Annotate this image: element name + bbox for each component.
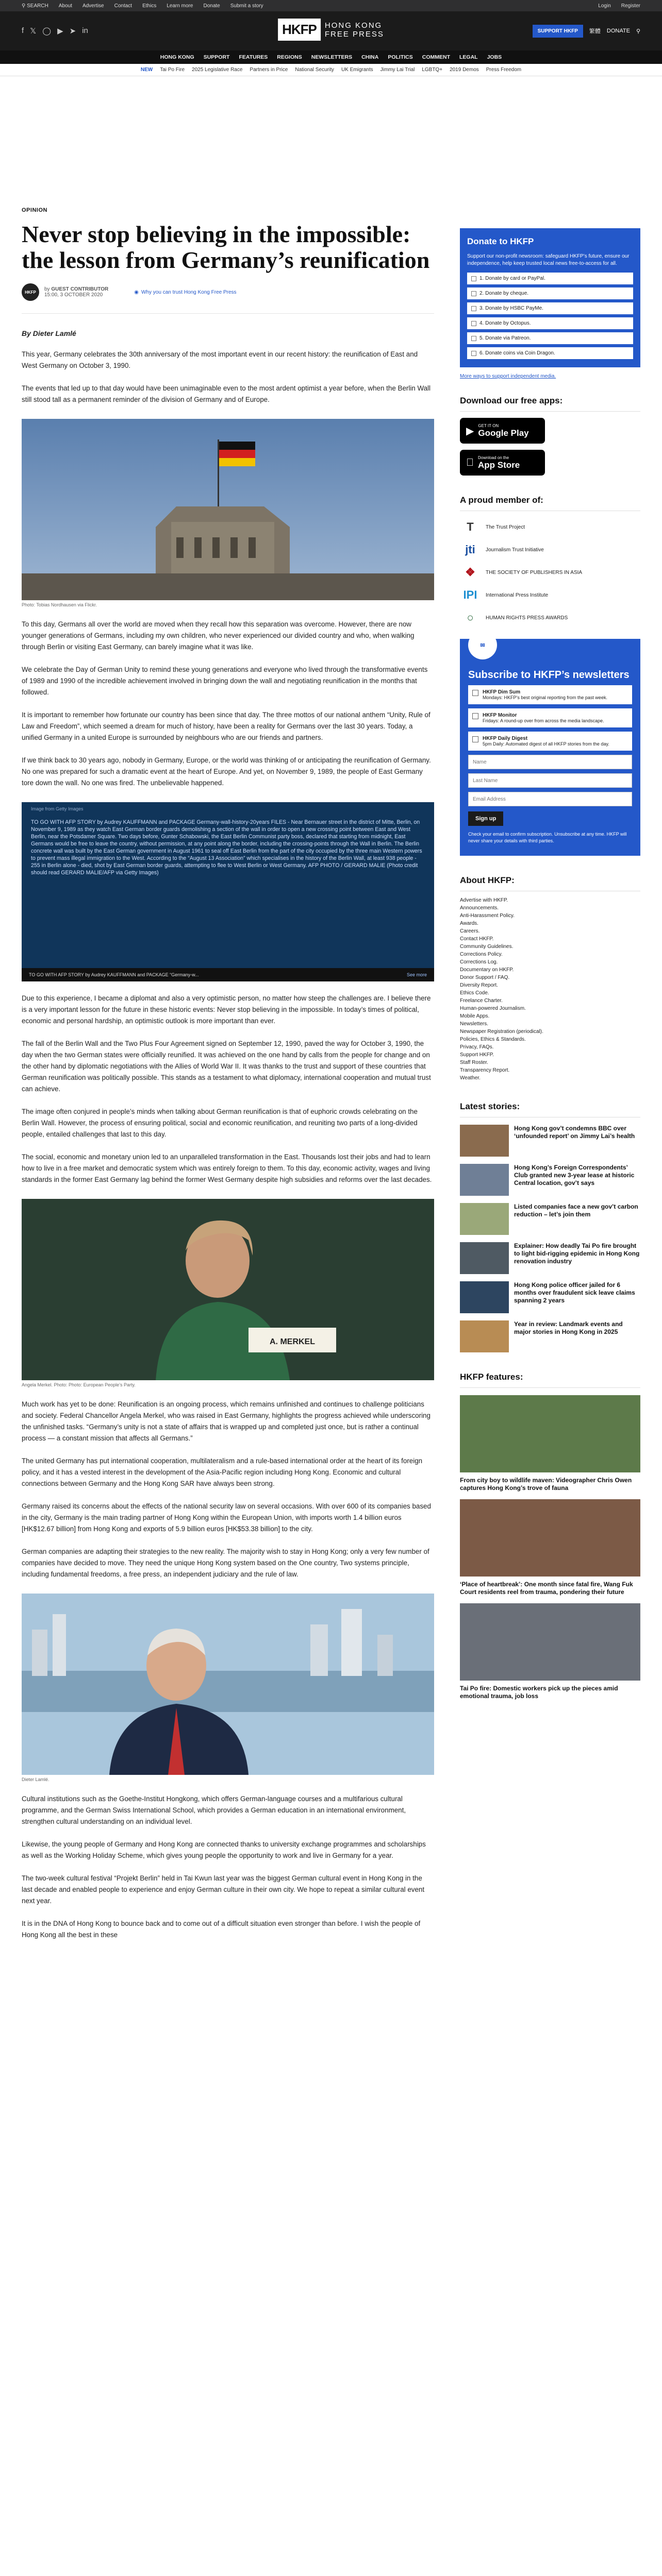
trending-item[interactable]: UK Emigrants — [341, 67, 373, 73]
donate-link[interactable]: DONATE — [606, 28, 630, 34]
about-link[interactable]: Advertise with HKFP. — [460, 897, 508, 903]
latest-story[interactable] — [460, 1242, 640, 1274]
newsletter-desc: Mondays: HKFP’s best original reporting from the past week. — [483, 695, 607, 700]
support-hkfp-button[interactable]: SUPPORT HKFP — [533, 25, 583, 38]
member-logo[interactable] — [460, 543, 640, 556]
paragraph: Due to this experience, I became a diplomat and also a very optimistic person, no matter how steep the challenges are. I believe there is a very important lesson for the future in these historic events: Never stop believing in the impossible. In today’s times of political, economic and personal hardship, an optimistic outlook is more important than ever. — [22, 994, 431, 1025]
logo-line-1: HONG KONG — [324, 21, 383, 30]
avatar: HKFP — [22, 283, 39, 301]
paragraph: Cultural institutions such as the Goethe-Institut Hongkong, which offers German-language courses and a multifarious cultural programme, and the German Swiss International School, which provides a German education in an international environment, strengthen cultural understanding on an individual level. — [22, 1795, 406, 1825]
shield-icon: ◉ — [134, 289, 139, 295]
paragraph: German companies are adapting their strategies to the new reality. The majority wish to stay in Hong Kong; only a very few number of companies have decided to move. They need the unique Hong Kong system based on the One country, Two systems principle, including fundamental freedoms, a free press, an independent judiciary and the rule of law. — [22, 1548, 429, 1578]
merkel-photo — [22, 1199, 434, 1380]
latest-title: Latest stories: — [460, 1096, 640, 1117]
newsletter-option[interactable] — [468, 708, 632, 727]
nav-china[interactable]: CHINA — [361, 54, 379, 60]
topbar-link-submit[interactable]: Submit a story — [230, 3, 263, 9]
features-title: HKFP features: — [460, 1367, 640, 1388]
logo-line-2: FREE PRESS — [324, 29, 384, 39]
donate-option-label: 5. Donate via Patreon. — [479, 335, 531, 341]
signup-fine-print: Check your email to confirm subscription. Unsubscribe at any time. HKFP will never share your details with third parties. — [468, 832, 627, 843]
jti-icon: jti — [465, 543, 475, 556]
paragraph: The image often conjured in people’s minds when talking about German reunification is that of euphoric crowds celebrating on the Berlin Wall. However, the process of ensuring political, social and economic reunification, and reuniting two parts of a long-divided people, entailed challenges that last to this day. — [22, 1108, 418, 1138]
member-logo[interactable] — [460, 588, 640, 602]
checkbox-icon — [471, 351, 476, 356]
donate-option[interactable] — [467, 332, 633, 344]
photo-caption: Angela Merkel. Photo: Photo: European People’s Party. — [22, 1382, 136, 1387]
about-link[interactable]: Contact HKFP. — [460, 936, 494, 942]
checkbox-icon[interactable] — [472, 713, 478, 719]
feature-thumbnail — [460, 1499, 640, 1577]
about-link[interactable]: Weather. — [460, 1075, 481, 1081]
about-link[interactable]: Freelance Charter. — [460, 998, 503, 1004]
nav-legal[interactable]: LEGAL — [459, 54, 478, 60]
article-author: By Dieter Lamlé — [22, 329, 76, 337]
story-headline[interactable]: Hong Kong police officer jailed for 6 months over fraudulent sick leave claims spanning 2 years — [514, 1281, 635, 1304]
checkbox-icon — [471, 291, 476, 296]
search-icon[interactable]: ⚲ — [636, 28, 640, 35]
latest-story[interactable] — [460, 1281, 640, 1313]
nav-newsletters[interactable]: NEWSLETTERS — [311, 54, 353, 60]
hrpa-icon: ○ — [467, 611, 474, 624]
app-store-small: Download on the — [470, 455, 502, 460]
hkfp-features — [460, 1367, 640, 1700]
app-store-button[interactable] — [460, 450, 545, 476]
ipi-icon: IPI — [463, 588, 477, 601]
publish-date: 15:00, 3 OCTOBER 2020 — [44, 292, 103, 298]
member-name: THE SOCIETY OF PUBLISHERS IN ASIA — [486, 569, 583, 575]
nav-jobs[interactable]: JOBS — [487, 54, 502, 60]
about-link[interactable]: Donor Support / FAQ. — [460, 975, 510, 980]
checkbox-icon[interactable] — [472, 690, 478, 696]
nameplate-text: A. MERKEL — [270, 1337, 315, 1346]
member-logo[interactable] — [460, 566, 640, 579]
about-link[interactable]: Newspaper Registration (periodical). — [460, 1029, 543, 1035]
register-link[interactable]: Register — [621, 3, 640, 9]
trending-item[interactable]: 2019 Demos — [450, 67, 479, 73]
top-utility-bar — [0, 0, 662, 11]
nav-features[interactable]: FEATURES — [239, 54, 268, 60]
logo-mark: HKFP — [278, 19, 321, 41]
nav-support[interactable]: SUPPORT — [203, 54, 230, 60]
about-link[interactable]: Transparency Report. — [460, 1067, 510, 1073]
checkbox-icon — [471, 336, 476, 341]
embed-caption: TO GO WITH AFP STORY by Audrey KAUFFMANN and PACKAGE Germany-wall-history-20years FILES - Near Bernauer street in the district of Mitte, Berlin, on November 9, 1989 as they watch East German border guards demolishing a section of the wall in order to open a new crossing point between East and West Berlin, near the Potsdamer Square. Two days before, Gunter Schabowski, the East Berlin Communist party boss, declared that starting from midnight, East Germans would be free to leave the country, without permission, at any point along the border, including the crossing-points through the Wall in Berlin. The Berlin concrete wall was built by the East German government in August 1961 to seal off East Berlin from the part of the city occupied by the three main Western powers to prevent mass illegal immigration to the West. According to the “August 13 Association” which specialises in the history of the Berlin Wall, at least 938 people - 255 in Berlin alone - died, shot by East German border guards, attempting to flee to West Berlin or West Germany. AFP PHOTO / GERARD MALIE (Photo credit should read GERARD MALIE/AFP via Getty Images) — [31, 819, 422, 876]
email-input[interactable] — [468, 792, 632, 806]
topbar-link-advertise[interactable]: Advertise — [82, 3, 104, 9]
donate-option-label: 3. Donate by HSBC PayMe. — [479, 306, 543, 311]
about-link[interactable]: Careers. — [460, 928, 480, 934]
reichstag-illustration — [22, 419, 434, 600]
latest-story[interactable] — [460, 1203, 640, 1235]
embed-footer-text: TO GO WITH AFP STORY by Audrey KAUFFMANN and PACKAGE “Germany-w... — [29, 972, 199, 977]
about-link[interactable]: Diversity Report. — [460, 982, 498, 988]
photo-caption: Dieter Lamlé. — [22, 1777, 49, 1782]
trending-item[interactable]: Jimmy Lai Trial — [380, 67, 415, 73]
donate-option-label: 1. Donate by card or PayPal. — [479, 276, 545, 281]
feature-thumbnail — [460, 1395, 640, 1472]
play-icon: ▶ — [466, 425, 474, 437]
about-box — [460, 870, 640, 1082]
about-link[interactable]: Documentary on HKFP. — [460, 967, 514, 973]
paragraph: If we think back to 30 years ago, nobody in Germany, Europe, or the world was thinking of or anticipating the reunification of Germany. No one was prepared for such a dramatic event at the heart of Europe. And yet, on November 9, 1989, the people of East Germany tore down the wall. No one was fired. The unbelievable happened. — [22, 756, 431, 787]
paragraph: Likewise, the young people of Germany and Hong Kong are connected thanks to university exchange programmes and scholarships as well as the Working Holiday Scheme, which gives young people the opportunity to work and live in Germany for a year. — [22, 1840, 426, 1859]
about-link[interactable]: Policies, Ethics & Standards. — [460, 1037, 526, 1042]
google-play-small: GET IT ON — [478, 423, 499, 428]
paragraph: The united Germany has put international cooperation, multilateralism and a rule-based international order at the heart of its foreign policy, and it has a vested interest in the development of the Asia-Pacific region including Hong Kong. Economic and cultural connections between Germany and the Hong Kong SAR have always been strong. — [22, 1457, 423, 1487]
article-category[interactable]: OPINION — [22, 207, 47, 213]
hkfp-badge-icon: ✉ — [468, 631, 497, 659]
social-links — [22, 26, 88, 36]
topbar-link-contact[interactable]: Contact — [114, 3, 133, 9]
about-link[interactable]: Mobile Apps. — [460, 1013, 490, 1019]
feature-headline[interactable]: ‘Place of heartbreak’: One month since fatal fire, Wang Fuk Court residents reel from trauma, pondering their future — [460, 1581, 633, 1596]
donate-option[interactable] — [467, 302, 633, 314]
donate-option[interactable] — [467, 317, 633, 329]
story-headline[interactable]: Hong Kong’s Foreign Correspondents’ Club granted new 3-year lease at historic Central location, gov’t says — [514, 1164, 635, 1187]
donate-title: Donate to HKFP — [467, 236, 534, 246]
latest-story[interactable] — [460, 1125, 640, 1157]
paragraph: The fall of the Berlin Wall and the Two Plus Four Agreement signed on September 12, 1990, paved the way for October 3, 1990, the day when the two German states were officially reunified. It was achieved on the one hand by calls from the people for change and on the other hand by diplomatic negotiations with the Allies of World War II. It was thanks to the trust and support of these countries that German reunification was politically possible. This stands as a testament to what diplomacy, international cooperation and mutual trust can achieve. — [22, 1040, 431, 1093]
feature-thumbnail — [460, 1603, 640, 1681]
paragraph: This year, Germany celebrates the 30th anniversary of the most important event in our recent history: the reunification of East and West Germany on October 3, 1990. — [22, 350, 418, 369]
trending-item[interactable]: Partners in Price — [250, 67, 288, 73]
story-thumbnail — [460, 1320, 509, 1352]
about-link[interactable]: Awards. — [460, 921, 478, 926]
lamle-illustration — [22, 1594, 434, 1775]
story-thumbnail — [460, 1125, 509, 1157]
story-thumbnail — [460, 1281, 509, 1313]
about-link[interactable]: Anti-Harassment Policy. — [460, 913, 515, 919]
sign-up-button[interactable]: Sign up — [468, 811, 503, 826]
login-link[interactable]: Login — [598, 3, 611, 9]
trending-item[interactable]: LGBTQ+ — [422, 67, 443, 73]
checkbox-icon — [471, 276, 476, 281]
embed-footer — [22, 968, 434, 981]
trust-link-label: Why you can trust Hong Kong Free Press — [141, 289, 237, 295]
byline — [22, 283, 434, 301]
story-headline[interactable]: Year in review: Landmark events and major stories in Hong Kong in 2025 — [514, 1320, 623, 1335]
member-logo[interactable] — [460, 611, 640, 624]
newsletter-name: HKFP Daily Digest — [483, 736, 528, 741]
merkel-illustration — [22, 1199, 434, 1380]
feature-story[interactable] — [460, 1603, 640, 1700]
donate-option[interactable] — [467, 287, 633, 299]
about-link[interactable]: Human-powered Journalism. — [460, 1006, 526, 1011]
byline-author[interactable]: GUEST CONTRIBUTOR — [51, 286, 109, 292]
article-title: Never stop believing in the impossible: the lesson from Germany’s reunification — [22, 221, 430, 273]
story-thumbnail — [460, 1203, 509, 1235]
embed-source: Image from Getty Images — [31, 806, 84, 811]
about-link[interactable]: Corrections Policy. — [460, 952, 503, 957]
feature-headline[interactable]: From city boy to wildlife maven: Videographer Chris Owen captures Hong Kong’s trove of fauna — [460, 1477, 632, 1492]
donate-option[interactable] — [467, 273, 633, 284]
paragraph: It is important to remember how fortunate our country has been since that day. The three mottos of our national anthem “Unity, Rule of Law and Freedom”, which seemed a dream for much of history, have been a reality for Germans over the last 30 years. Today, a unified Germany in a united Europe is surrounded by neighbours who are our friends and partners. — [22, 711, 431, 741]
checkbox-icon — [471, 321, 476, 326]
feature-story[interactable] — [460, 1395, 640, 1492]
story-headline[interactable]: Hong Kong gov’t condemns BBC over ‘unfounded report’ on Jimmy Lai’s health — [514, 1125, 635, 1140]
youtube-icon[interactable]: ▶ — [57, 27, 63, 36]
apple-icon — [466, 457, 474, 469]
google-play-button[interactable] — [460, 418, 545, 444]
about-link[interactable]: Corrections Log. — [460, 959, 498, 965]
site-logo[interactable] — [278, 19, 384, 41]
checkbox-icon — [471, 306, 476, 311]
about-link[interactable]: Support HKFP. — [460, 1052, 494, 1058]
apps-title: Download our free apps: — [460, 391, 640, 412]
lamle-photo — [22, 1594, 434, 1775]
trending-item[interactable]: Tai Po Fire — [160, 67, 185, 73]
more-ways-link[interactable]: More ways to support independent media. — [460, 374, 556, 379]
paragraph: The social, economic and monetary union led to an unparalleled transformation in the East. Thousands lost their jobs and had to learn how to live in a free market and democratic system which was entirely foreign to them. To this day, economic activity, wages and living standards in the former East Germany lag behind the former West Germany despite high subsidies and reforms over the last decades. — [22, 1153, 432, 1183]
member-name: HUMAN RIGHTS PRESS AWARDS — [486, 615, 568, 621]
trust-link[interactable] — [134, 290, 236, 295]
donate-option-label: 4. Donate by Octopus. — [479, 320, 531, 326]
newsletter-option[interactable] — [468, 732, 632, 751]
feature-headline[interactable]: Tai Po fire: Domestic workers pick up the pieces amid emotional trauma, job loss — [460, 1685, 618, 1700]
feature-story[interactable] — [460, 1499, 640, 1596]
about-link[interactable]: Newsletters. — [460, 1021, 489, 1027]
checkbox-icon[interactable] — [472, 736, 478, 742]
about-list — [460, 896, 640, 1082]
sidebar — [460, 76, 640, 1941]
topbar-link-donate[interactable]: Donate — [203, 3, 220, 9]
latest-story[interactable] — [460, 1320, 640, 1352]
newsletter-option[interactable] — [468, 685, 632, 704]
name-input[interactable] — [468, 755, 632, 769]
subscribe-title: Subscribe to HKFP’s newsletters — [468, 669, 630, 681]
trending-item[interactable]: 2025 Legislative Race — [192, 67, 243, 73]
article — [22, 76, 434, 1941]
story-thumbnail — [460, 1164, 509, 1196]
nav-regions[interactable]: REGIONS — [277, 54, 302, 60]
story-headline[interactable]: Listed companies face a new gov’t carbon reduction – let’s join them — [514, 1203, 638, 1218]
nav-hong-kong[interactable]: HONG KONG — [160, 54, 194, 60]
topbar-link-ethics[interactable]: Ethics — [142, 3, 157, 9]
latest-story[interactable] — [460, 1164, 640, 1196]
app-store-label: App Store — [470, 460, 512, 470]
about-link[interactable]: Announcements. — [460, 905, 499, 911]
newsletter-name: HKFP Dim Sum — [483, 689, 521, 695]
search-link[interactable]: ⚲ SEARCH — [22, 3, 48, 9]
member-logo[interactable] — [460, 520, 640, 534]
donate-option[interactable] — [467, 347, 633, 359]
photo-caption: Photo: Tobias Nordhausen via Flickr. — [22, 602, 97, 607]
trending-item[interactable]: National Security — [295, 67, 334, 73]
trending-label: NEW — [140, 67, 153, 73]
see-more-link[interactable]: See more — [406, 972, 427, 977]
topbar-link-about[interactable]: About — [58, 3, 72, 9]
nav-comment[interactable]: COMMENT — [422, 54, 450, 60]
newsletter-desc: 5pm Daily: Automated digest of all HKFP stories from the day. — [483, 741, 609, 747]
newsletter-signup — [460, 639, 640, 856]
paragraph: Much work has yet to be done: Reunification is an ongoing process, which remains unfinished and continues to challenge politicians and society. Federal Chancellor Angela Merkel, who was raised in East Germany, highlights the progress achieved while underscoring the unfinished tasks. “Germany’s unity is not a state of affairs that is wrapped up and completed just once, but is rather a continual process — a constant mission that affects all Germans.” — [22, 1400, 431, 1442]
trust-project-icon: T — [467, 520, 474, 533]
member-name: The Trust Project — [486, 524, 525, 530]
donate-description: Support our non-profit newsroom: safeguard HKFP’s future, ensure our independence, help keep trusted local news free-to-access for all. — [467, 253, 630, 266]
main-nav — [0, 50, 662, 64]
language-toggle[interactable]: 繁體 — [589, 28, 601, 35]
google-play-label: Google Play — [478, 428, 529, 438]
embedded-getty-image[interactable] — [22, 802, 434, 981]
about-link[interactable]: Staff Roster. — [460, 1060, 488, 1065]
divider — [22, 313, 434, 314]
members-box — [460, 490, 640, 624]
member-name: International Press Institute — [486, 592, 549, 598]
donate-option-label: 2. Donate by cheque. — [479, 291, 529, 296]
twitter-icon[interactable]: 𝕏 — [30, 27, 37, 36]
paragraph: We celebrate the Day of German Unity to remind these young generations and everyone who lived through the transformative events of 1989 and 1990 of the incredible achievement involved in bringing down the wall and negotiating reunification in the months that followed. — [22, 666, 428, 696]
about-link[interactable]: Community Guidelines. — [460, 944, 514, 950]
paragraph: The two-week cultural festival “Projekt Berlin” held in Tai Kwun last year was the biggest German cultural event in Hong Kong in the last decade and enabled people to experience and enjoy German culture in their own city. We hope to repeat a similar cultural event next year. — [22, 1874, 425, 1905]
sopa-icon: ❖ — [465, 566, 475, 579]
about-title: About HKFP: — [460, 870, 640, 891]
paragraph: Germany raised its concerns about the effects of the national security law on several occasions. With over 600 of its companies based in the city, Germany is the main trading partner of Hong Kong within the European Union, with imports worth 1.4 billion euros [HK$12.67 billion] from Hong Kong and exports of 5.9 billion euros [HK$53.38 billion] to the city. — [22, 1502, 431, 1533]
byline-by: by — [44, 286, 50, 292]
linkedin-icon[interactable]: in — [82, 26, 88, 35]
story-headline[interactable]: Explainer: How deadly Tai Po fire brought to light bid-rigging epidemic in Hong Kong renovation industry — [514, 1242, 640, 1265]
telegram-icon[interactable]: ➤ — [69, 27, 76, 36]
last-name-input[interactable] — [468, 773, 632, 788]
trending-bar — [0, 64, 662, 76]
apps-box — [460, 391, 640, 476]
facebook-icon[interactable]: f — [22, 26, 24, 35]
topbar-link-learn[interactable]: Learn more — [167, 3, 193, 9]
about-link[interactable]: Privacy, FAQs. — [460, 1044, 494, 1050]
reichstag-photo — [22, 419, 434, 600]
members-title: A proud member of: — [460, 490, 640, 511]
site-header — [0, 11, 662, 50]
newsletter-name: HKFP Monitor — [483, 713, 517, 718]
nav-politics[interactable]: POLITICS — [388, 54, 413, 60]
paragraph: It is in the DNA of Hong Kong to bounce back and to come out of a difficult situation even stronger than before. I wish the people of Hong Kong all the best in these — [22, 1920, 421, 1939]
instagram-icon[interactable]: ◯ — [42, 27, 52, 36]
donate-box — [460, 228, 640, 367]
latest-stories — [460, 1096, 640, 1352]
member-name: Journalism Trust Initiative — [486, 547, 544, 553]
paragraph: The events that led up to that day would have been unimaginable even to the most ardent optimist a year before, when the Berlin Wall still stood tall as a permanent reminder of the division of Germany and of Europe. — [22, 384, 431, 403]
trending-item[interactable]: Press Freedom — [486, 67, 522, 73]
story-thumbnail — [460, 1242, 509, 1274]
donate-option-label: 6. Donate coins via Coin Dragon. — [479, 350, 555, 356]
newsletter-desc: Fridays: A round-up over from across the media landscape. — [483, 718, 604, 723]
paragraph: To this day, Germans all over the world are moved when they recall how this separation was overcome. However, there are now younger generations of Germans, including my own children, who never experienced our divided country and who, when walking through Berlin or visiting East Germany, can barely imagine what it was like. — [22, 620, 415, 651]
about-link[interactable]: Ethics Code. — [460, 990, 489, 996]
